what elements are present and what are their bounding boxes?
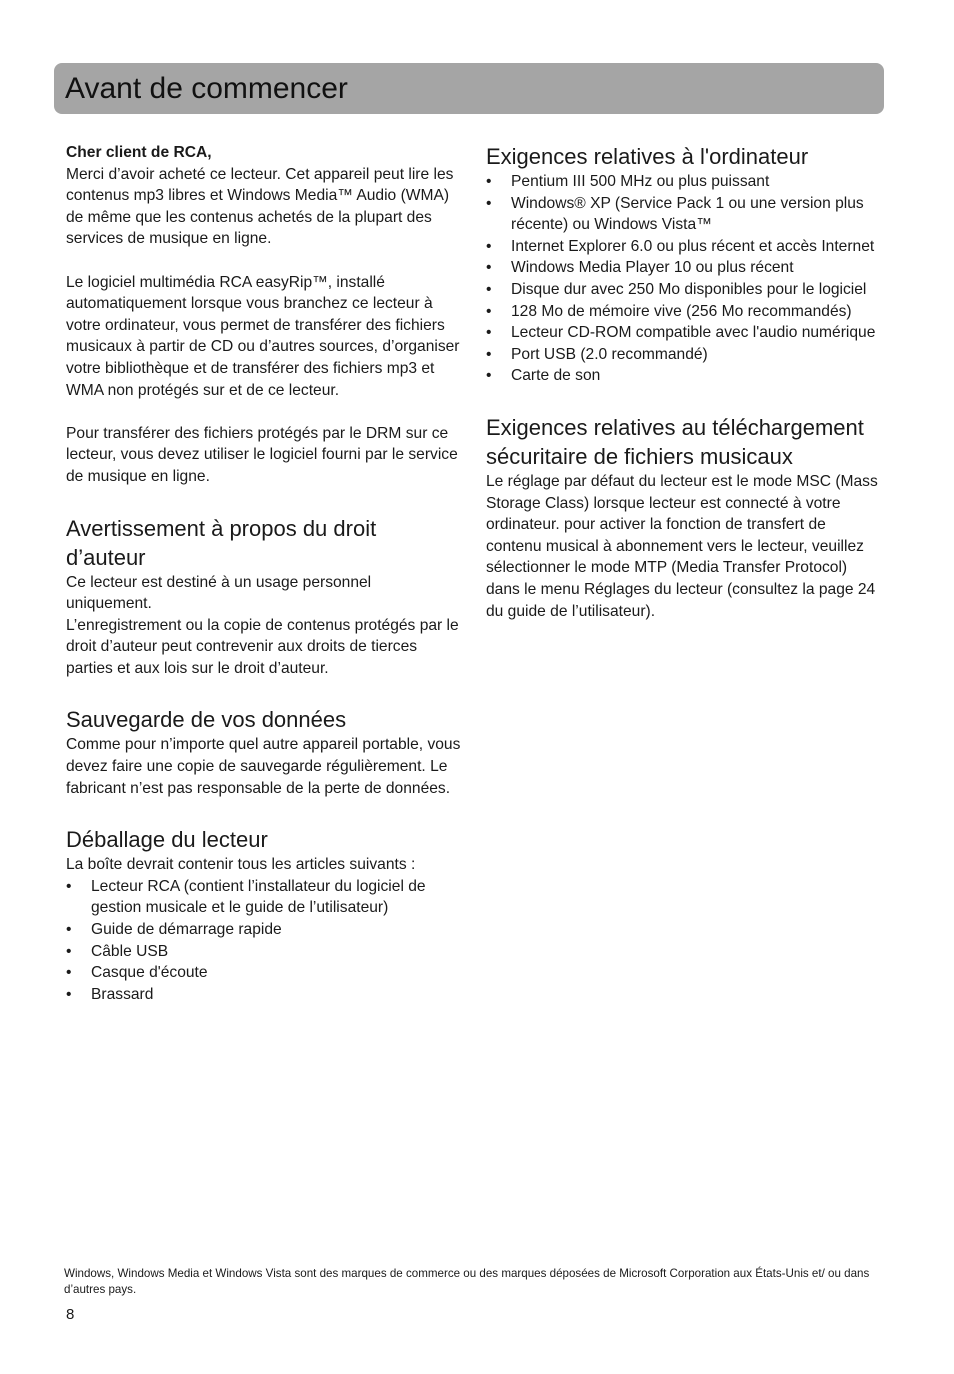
list-item: • Brassard — [66, 984, 461, 1006]
list-item: • Lecteur RCA (contient l’installateur du logiciel de gestion musicale et le guide de l’utilisateur) — [66, 876, 461, 919]
download-paragraph: Le réglage par défaut du lecteur est le mode MSC (Mass Storage Class) lorsque lecteur est connecté à votre ordinateur. pour activer la fonction de transfert de contenu musical à abonnement vers le lecteur, veuillez sélectionner le mode MTP (Media Transfer Protocol) dans le menu Réglages du lecteur (consultez la page 24 du guide de l’utilisateur). — [486, 472, 878, 620]
right-column — [486, 142, 881, 622]
requirements-list — [486, 171, 881, 387]
unpacking-heading: Déballage du lecteur — [66, 827, 268, 853]
list-item: • Pentium III 500 MHz ou plus puissant — [486, 171, 881, 193]
backup-section — [66, 705, 461, 799]
list-item: • Internet Explorer 6.0 ou plus récent et accès Internet — [486, 236, 881, 258]
list-item: • Câble USB — [66, 941, 461, 963]
unpacking-section — [66, 825, 461, 1005]
list-item: • Port USB (2.0 recommandé) — [486, 344, 881, 366]
requirements-heading: Exigences relatives à l'ordinateur — [486, 144, 809, 169]
list-item: • Disque dur avec 250 Mo disponibles pour le logiciel — [486, 279, 881, 301]
intro-paragraph-2: Le logiciel multimédia RCA easyRip™, installé automatiquement lorsque vous branchez ce lecteur à votre ordinateur, vous permet de transférer des fichiers musicaux à partir de CD ou d’autres sources, d’organiser votre bibliothèque et de transférer des fichiers mp3 et WMA non protégés sur et de ce lecteur. — [66, 273, 460, 399]
list-item: • 128 Mo de mémoire vive (256 Mo recommandés) — [486, 301, 881, 323]
requirements-section — [486, 142, 881, 387]
unpacking-list — [66, 876, 461, 1006]
intro-section — [66, 142, 461, 488]
page-number: 8 — [66, 1306, 75, 1323]
copyright-paragraph-2: L’enregistrement ou la copie de contenus protégés par le droit d’auteur peut contrevenir aux droits de tierces parties et aux lois sur le droit d’auteur. — [66, 616, 459, 677]
unpacking-intro: La boîte devrait contenir tous les articles suivants : — [66, 856, 416, 874]
backup-paragraph: Comme pour n’importe quel autre appareil portable, vous devez faire une copie de sauvegarde régulièrement. Le fabricant n’est pas responsable de la perte de données. — [66, 736, 461, 797]
copyright-section — [66, 514, 461, 680]
list-item: • Guide de démarrage rapide — [66, 919, 461, 941]
page-title: Avant de commencer — [65, 72, 348, 105]
list-item: • Windows Media Player 10 ou plus récent — [486, 257, 881, 279]
list-item: • Casque d'écoute — [66, 962, 461, 984]
page-title-bar — [54, 63, 884, 114]
copyright-heading: Avertissement à propos du droit d’auteur — [66, 515, 377, 570]
copyright-paragraph-1: Ce lecteur est destiné à un usage personnel uniquement. — [66, 573, 372, 613]
greeting: Cher client de RCA, — [66, 144, 212, 161]
trademark-footnote: Windows, Windows Media et Windows Vista sont des marques de commerce ou des marques déposées de Microsoft Corporation aux États-Unis et/ ou dans d’autres pays. — [64, 1267, 870, 1296]
backup-heading: Sauvegarde de vos données — [66, 707, 347, 733]
intro-paragraph-3: Pour transférer des fichiers protégés par le DRM sur ce lecteur, vous devez utiliser le logiciel fourni par le service de musique en ligne. — [66, 424, 458, 485]
list-item: • Carte de son — [486, 365, 881, 387]
download-heading: Exigences relatives au téléchargement sécuritaire de fichiers musicaux — [486, 414, 864, 469]
left-column — [66, 142, 461, 1005]
list-item: • Windows® XP (Service Pack 1 ou une version plus récente) ou Windows Vista™ — [486, 193, 881, 236]
intro-paragraph-1: Merci d’avoir acheté ce lecteur. Cet appareil peut lire les contenus mp3 libres et Windows Media™ Audio (WMA) de même que les contenus achetés de la plupart des services de musique en ligne. — [66, 165, 454, 248]
download-section — [486, 413, 881, 622]
list-item: • Lecteur CD-ROM compatible avec l'audio numérique — [486, 322, 881, 344]
